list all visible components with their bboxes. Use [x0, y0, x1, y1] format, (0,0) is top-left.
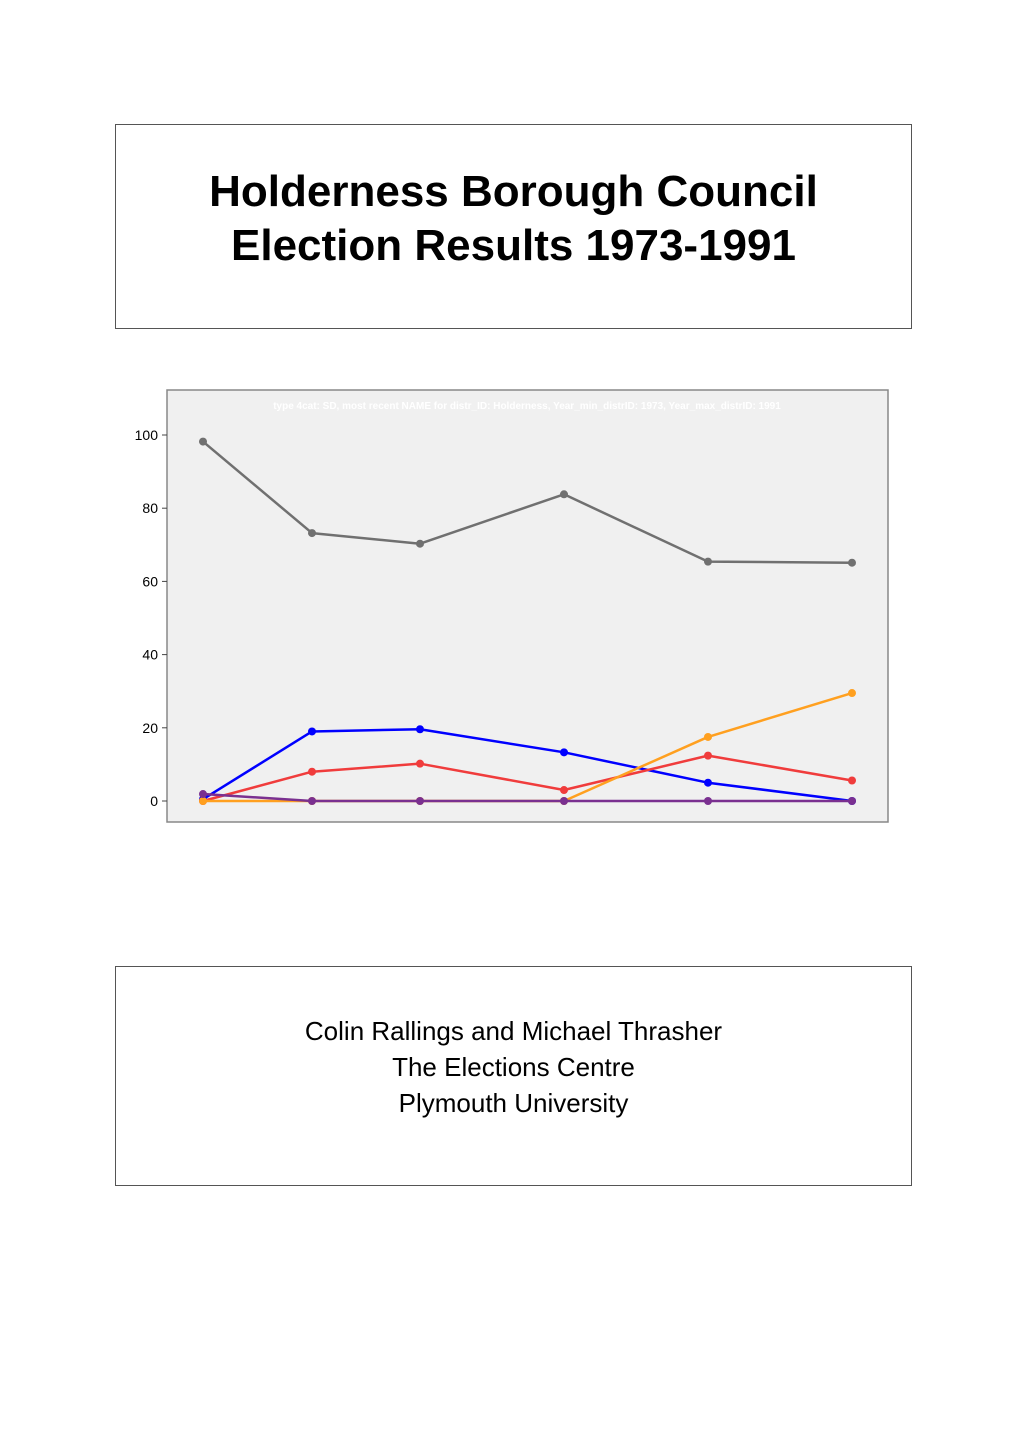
line-chart: [110, 380, 910, 830]
y-tick-label: 100: [134, 427, 158, 443]
chart-svg: [110, 380, 910, 830]
y-tick-label: 80: [142, 500, 158, 517]
series-1-point: [416, 540, 424, 548]
series-1-point: [704, 558, 712, 566]
series-5-point: [560, 797, 568, 805]
series-4-point: [199, 797, 207, 805]
author-box: [115, 966, 912, 1186]
series-5-point: [704, 797, 712, 805]
series-1-point: [308, 529, 316, 537]
series-2-point: [560, 748, 568, 756]
authors-centre: The Elections Centre: [392, 1052, 635, 1082]
y-tick-label: 0: [150, 793, 158, 809]
series-3-point: [848, 777, 856, 785]
y-tick-label: 40: [142, 646, 158, 663]
series-3-point: [416, 760, 424, 768]
authors-university: Plymouth University: [398, 1088, 629, 1118]
series-5-point: [199, 790, 207, 798]
document-title-line-2: Election Results 1973-1991: [231, 221, 796, 270]
series-3-point: [560, 786, 568, 794]
series-4-point: [704, 733, 712, 741]
series-5-point: [848, 797, 856, 805]
chart-title: type 4cat: SD, most recent NAME for distr_ID: Holderness, Year_min_distrID: 1973, Year_max_distrID: 1991: [273, 401, 781, 412]
series-3-point: [704, 752, 712, 760]
series-2-point: [704, 779, 712, 787]
series-2-point: [416, 725, 424, 733]
series-4-point: [848, 689, 856, 697]
series-5-point: [416, 797, 424, 805]
title-box: [115, 124, 912, 329]
series-1-point: [560, 490, 568, 498]
series-3-point: [308, 768, 316, 776]
document-title-line-1: Holderness Borough Council: [209, 167, 818, 216]
series-5-point: [308, 797, 316, 805]
y-tick-label: 60: [142, 573, 158, 590]
series-2-point: [308, 727, 316, 735]
authors-names: Colin Rallings and Michael Thrasher: [304, 1016, 723, 1046]
series-1-point: [199, 438, 207, 446]
series-1-point: [848, 559, 856, 567]
y-tick-label: 20: [142, 719, 158, 736]
plot-area: [167, 390, 888, 822]
